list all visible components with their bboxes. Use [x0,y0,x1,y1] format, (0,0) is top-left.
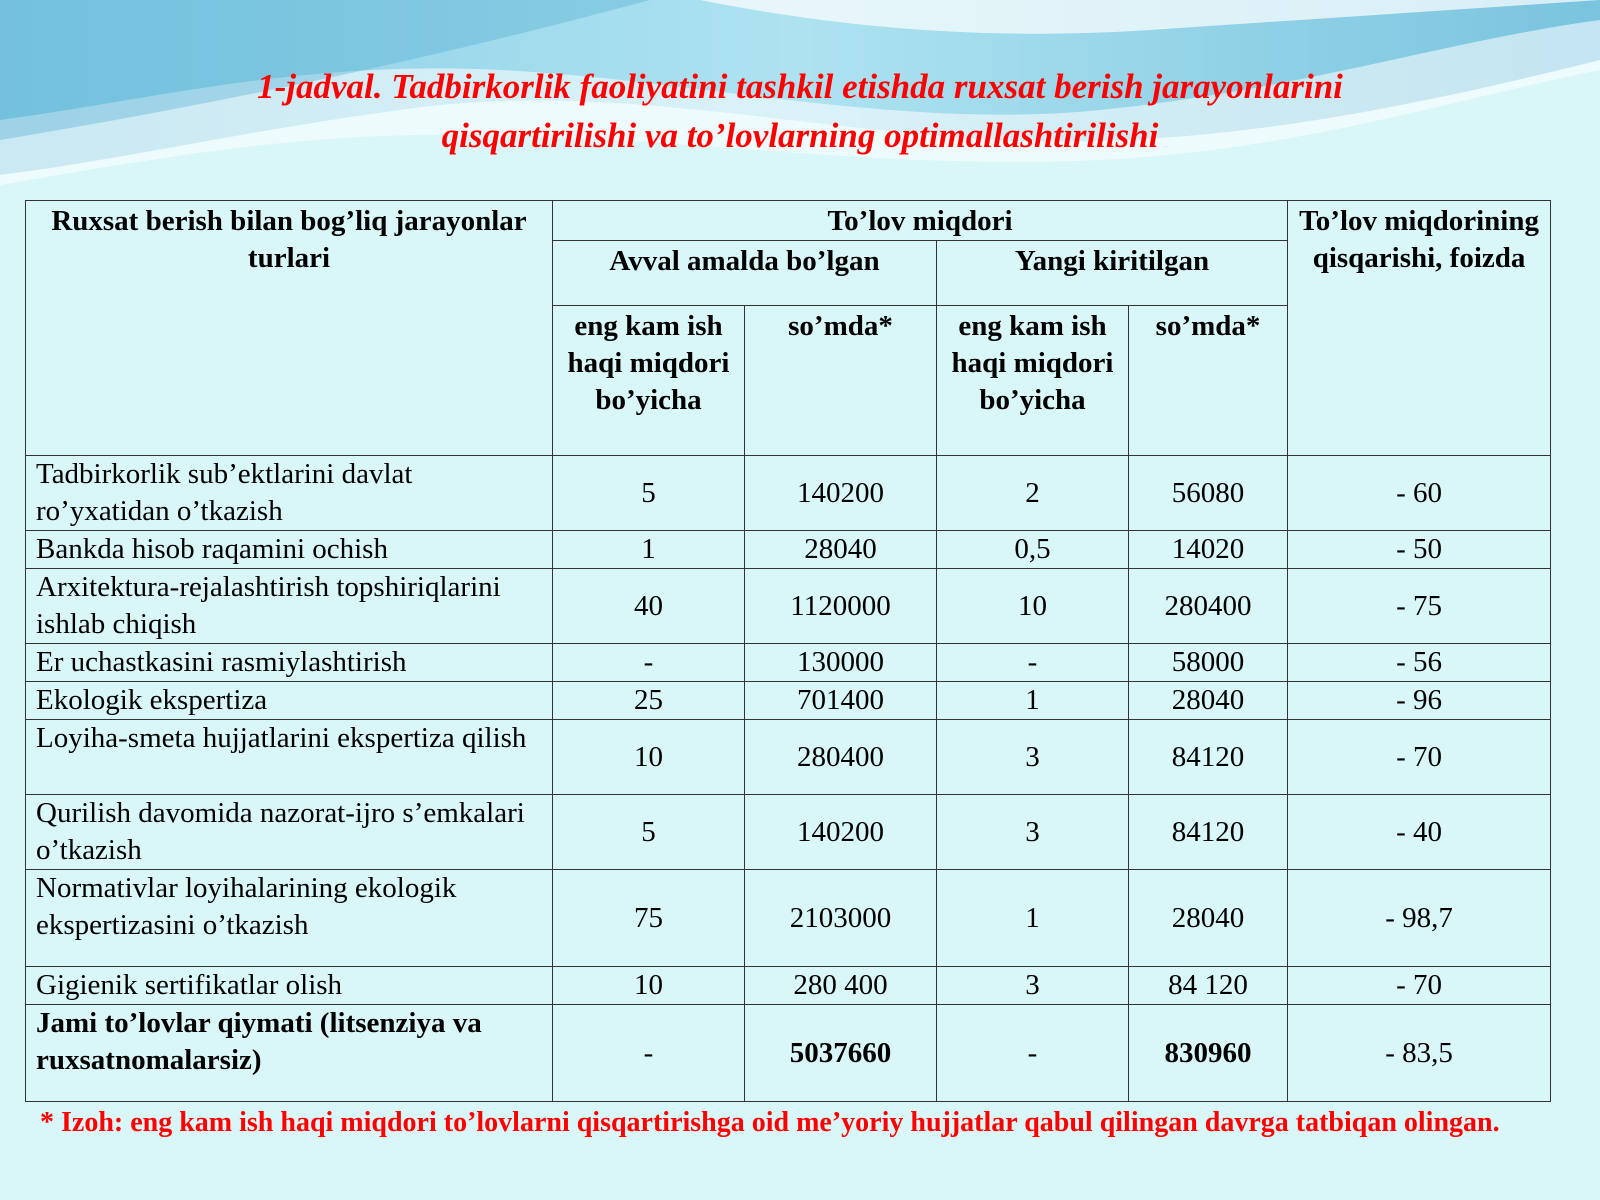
table-row [26,682,1551,720]
header-process-types: Ruxsat berish bilan bog’liq jarayonlar turlari [26,201,553,456]
new-min-wage: 2 [937,456,1129,531]
old-sum: 140200 [745,795,937,870]
new-sum: 14020 [1129,531,1288,569]
header-old-sum: so’mda* [745,306,937,456]
table-row [26,870,1551,967]
old-min-wage: 5 [553,795,745,870]
row-label: Bankda hisob raqamini ochish [26,531,553,569]
title-line-2: qisqartirilishi va to’lovlarning optimallashtirilishi [441,116,1159,155]
old-min-wage: 75 [553,870,745,967]
new-min-wage: 3 [937,795,1129,870]
table-row [26,644,1551,682]
new-sum: 28040 [1129,682,1288,720]
table-row [26,720,1551,795]
new-sum: 56080 [1129,456,1288,531]
total-label: Jami to’lovlar qiymati (litsenziya va ruxsatnomalarsiz) [26,1005,553,1102]
total-row [26,1005,1551,1102]
table-row [26,456,1551,531]
header-old-min-wage: eng kam ish haqi miqdori bo’yicha [553,306,745,456]
total-new-min-wage: - [937,1005,1129,1102]
table-row [26,795,1551,870]
header-previous: Avval amalda bo’lgan [553,241,937,306]
header-new-min-wage: eng kam ish haqi miqdori bo’yicha [937,306,1129,456]
old-sum: 701400 [745,682,937,720]
old-sum: 280 400 [745,967,937,1005]
row-label: Normativlar loyihalarining ekologik ekspertizasini o’tkazish [26,870,553,967]
row-label: Gigienik sertifikatlar olish [26,967,553,1005]
new-sum: 28040 [1129,870,1288,967]
old-min-wage: 25 [553,682,745,720]
reduction-percent: - 60 [1288,456,1551,531]
reduction-percent: - 75 [1288,569,1551,644]
header-reduction-percent: To’lov miqdorining qisqarishi, foizda [1288,201,1551,456]
new-sum: 280400 [1129,569,1288,644]
new-min-wage: 0,5 [937,531,1129,569]
old-sum: 1120000 [745,569,937,644]
total-old-min-wage: - [553,1005,745,1102]
old-min-wage: 40 [553,569,745,644]
row-label: Tadbirkorlik sub’ektlarini davlat ro’yxatidan o’tkazish [26,456,553,531]
reduction-percent: - 98,7 [1288,870,1551,967]
row-label: Qurilish davomida nazorat-ijro s’emkalari o’tkazish [26,795,553,870]
total-reduction-percent: - 83,5 [1288,1005,1551,1102]
row-label: Er uchastkasini rasmiylashtirish [26,644,553,682]
title-line-1: 1-jadval. Tadbirkorlik faoliyatini tashkil etishda ruxsat berish jarayonlarini [257,67,1343,106]
total-new-sum: 830960 [1129,1005,1288,1102]
new-sum: 84120 [1129,795,1288,870]
old-sum: 2103000 [745,870,937,967]
reduction-percent: - 70 [1288,967,1551,1005]
row-label: Loyiha-smeta hujjatlarini ekspertiza qilish [26,720,553,795]
page-title [0,62,1600,160]
new-min-wage: 10 [937,569,1129,644]
reduction-percent: - 40 [1288,795,1551,870]
reduction-percent: - 56 [1288,644,1551,682]
total-old-sum: 5037660 [745,1005,937,1102]
table-row [26,569,1551,644]
old-min-wage: 1 [553,531,745,569]
reduction-percent: - 50 [1288,531,1551,569]
new-sum: 58000 [1129,644,1288,682]
old-sum: 280400 [745,720,937,795]
table-row [26,967,1551,1005]
header-row-1 [26,201,1551,241]
old-sum: 28040 [745,531,937,569]
header-new-sum: so’mda* [1129,306,1288,456]
reduction-percent: - 70 [1288,720,1551,795]
new-min-wage: - [937,644,1129,682]
row-label: Ekologik ekspertiza [26,682,553,720]
old-min-wage: 10 [553,967,745,1005]
old-sum: 130000 [745,644,937,682]
header-new: Yangi kiritilgan [937,241,1288,306]
new-min-wage: 1 [937,870,1129,967]
old-sum: 140200 [745,456,937,531]
new-min-wage: 3 [937,720,1129,795]
new-min-wage: 3 [937,967,1129,1005]
header-payment-amount: To’lov miqdori [553,201,1288,241]
row-label: Arxitektura-rejalashtirish topshiriqlarini ishlab chiqish [26,569,553,644]
old-min-wage: 5 [553,456,745,531]
new-min-wage: 1 [937,682,1129,720]
footnote: * Izoh: eng kam ish haqi miqdori to’lovlarni qisqartirishga oid me’yoriy hujjatlar qabul qilingan davrga tatbiqan olingan. [40,1107,1500,1138]
new-sum: 84 120 [1129,967,1288,1005]
reduction-percent: - 96 [1288,682,1551,720]
old-min-wage: - [553,644,745,682]
payments-table [25,200,1551,1102]
old-min-wage: 10 [553,720,745,795]
table-row [26,531,1551,569]
new-sum: 84120 [1129,720,1288,795]
